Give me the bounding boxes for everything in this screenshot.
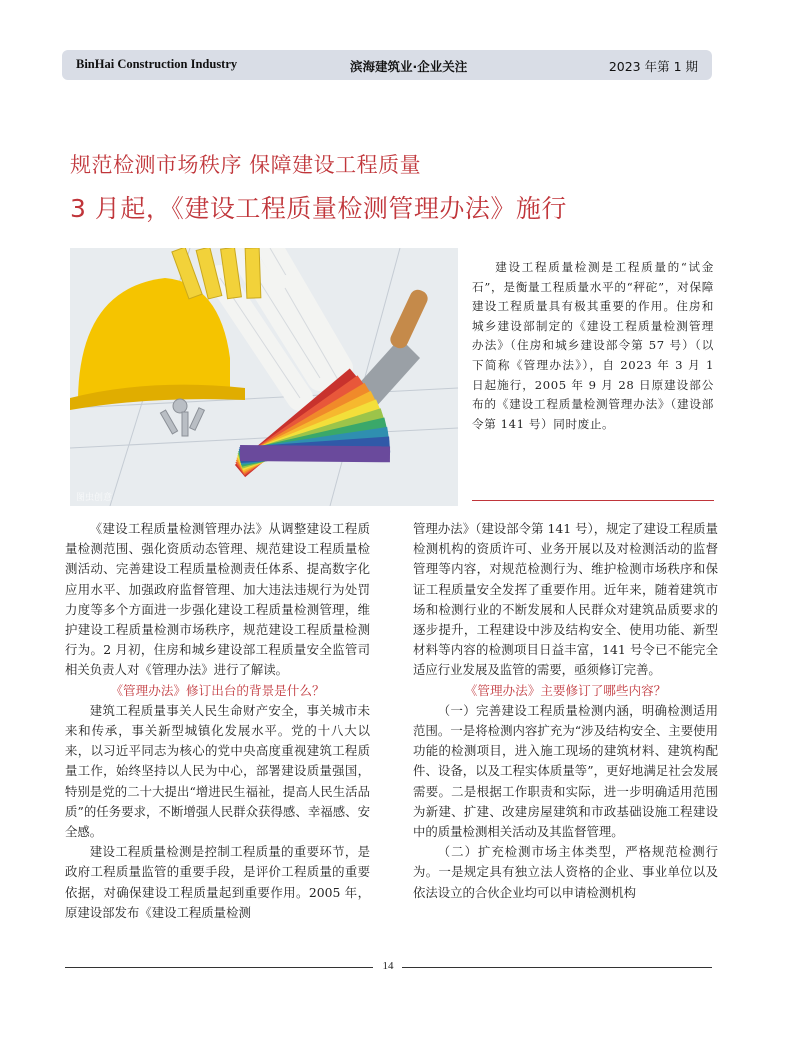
intro-paragraph — [472, 258, 714, 434]
intro-divider — [472, 500, 714, 501]
body-column-right — [413, 519, 718, 903]
footer-rule-right — [402, 967, 712, 968]
paragraph: （二）扩充检测市场主体类型，严格规范检测行为。一是规定具有独立法人资格的企业、事业单位以及依法设立的合伙企业均可以申请检测机构 — [413, 844, 718, 900]
intro-text: 建设工程质量检测是工程质量的“试金石”，是衡量工程质量水平的“秤砣”，对保障建设工程质量具有极其重要的作用。住房和城乡建设部制定的《建设工程质量检测管理办法》（住房和城乡建设部令第 57 号）（以下简称《管理办法》），自 2023 年 3 月 1 日起施行，2005 年 9 月 28 日原建设部公布的《建设工程质量检测管理办法》（建设部令第 141 号）同时废止。 — [472, 260, 714, 431]
header-publication-en: BinHai Construction Industry — [76, 57, 238, 71]
color-swatch — [240, 445, 390, 462]
section-heading: 《管理办法》主要修订了哪些内容？ — [464, 682, 667, 698]
body-column-left — [65, 519, 370, 923]
header-issue: 2023 年第 1 期 — [608, 59, 698, 74]
article-photo — [70, 248, 458, 506]
running-header — [62, 50, 712, 80]
paragraph: 管理办法》（建设部令第 141 号），规定了建设工程质量检测机构的资质许可、业务开展以及对检测活动的监督管理等内容，对规范检测行为、维护检测市场秩序和保证工程质量安全发挥了重要作用。近年来，随着建筑市场和检测行业的不断发展和人民群众对建筑品质要求的逐步提升，工程建设中涉及结构安全、使用功能、新型材料等内容的检测项目日益丰富，141 号令已不能完全适应行业发展及监管的需要，亟须修订完善。 — [413, 521, 718, 678]
paragraph: 建设工程质量检测是控制工程质量的重要环节，是政府工程质量监管的重要手段，是评价工程质量的重要依据，对确保建设工程质量起到重要作用。2005 年，原建设部发布《建设工程质量检测 — [65, 844, 370, 920]
article-title: 3 月起，《建设工程质量检测管理办法》施行 — [70, 194, 567, 223]
paragraph: （一）完善建设工程质量检测内涵，明确检测适用范围。一是将检测内容扩充为“涉及结构安全、主要使用功能的检测项目，进入施工现场的建筑材料、建筑构配件、设备，以及工程实体质量等”，更好地满足社会发展需要。二是根据工作职责和实际，进一步明确适用范围为新建、扩建、改建房屋建筑和市政基础设施工程建设中的质量检测相关活动及其监督管理。 — [413, 702, 718, 840]
photo-watermark: 图虫创意 — [76, 492, 113, 502]
ruler-segment — [245, 248, 261, 298]
construction-tools-illustration — [70, 248, 458, 506]
article-subtitle: 规范检测市场秩序 保障建设工程质量 — [70, 153, 422, 177]
page-number: 14 — [382, 960, 394, 972]
header-column-name: 滨海建筑业·企业关注 — [350, 59, 468, 74]
paragraph: 《建设工程质量检测管理办法》从调整建设工程质量检测范围、强化资质动态管理、规范建设工程质量检测活动、完善建设工程质量检测责任体系、提高数字化应用水平、加强政府监督管理、加大违法违规行为处罚力度等多个方面进一步强化建设工程质量检测管理，维护建设工程质量检测市场秩序，规范建设工程质量检测行为。2 月初，住房和城乡建设部工程质量安全监管司相关负责人对《管理办法》进行了解读。 — [65, 521, 370, 678]
paragraph: 建筑工程质量事关人民生命财产安全，事关城市未来和传承，事关新型城镇化发展水平。党的十八大以来，以习近平同志为核心的党中央高度重视建筑工程质量工作，始终坚持以人民为中心，部署建设质量强国，特别是党的二十大提出“增进民生福祉，提高人民生活品质”的任务要求，不断增强人民群众获得感、幸福感、安全感。 — [65, 702, 370, 840]
footer-rule-left — [65, 967, 373, 968]
section-heading: 《管理办法》修订出台的背景是什么？ — [110, 682, 325, 698]
